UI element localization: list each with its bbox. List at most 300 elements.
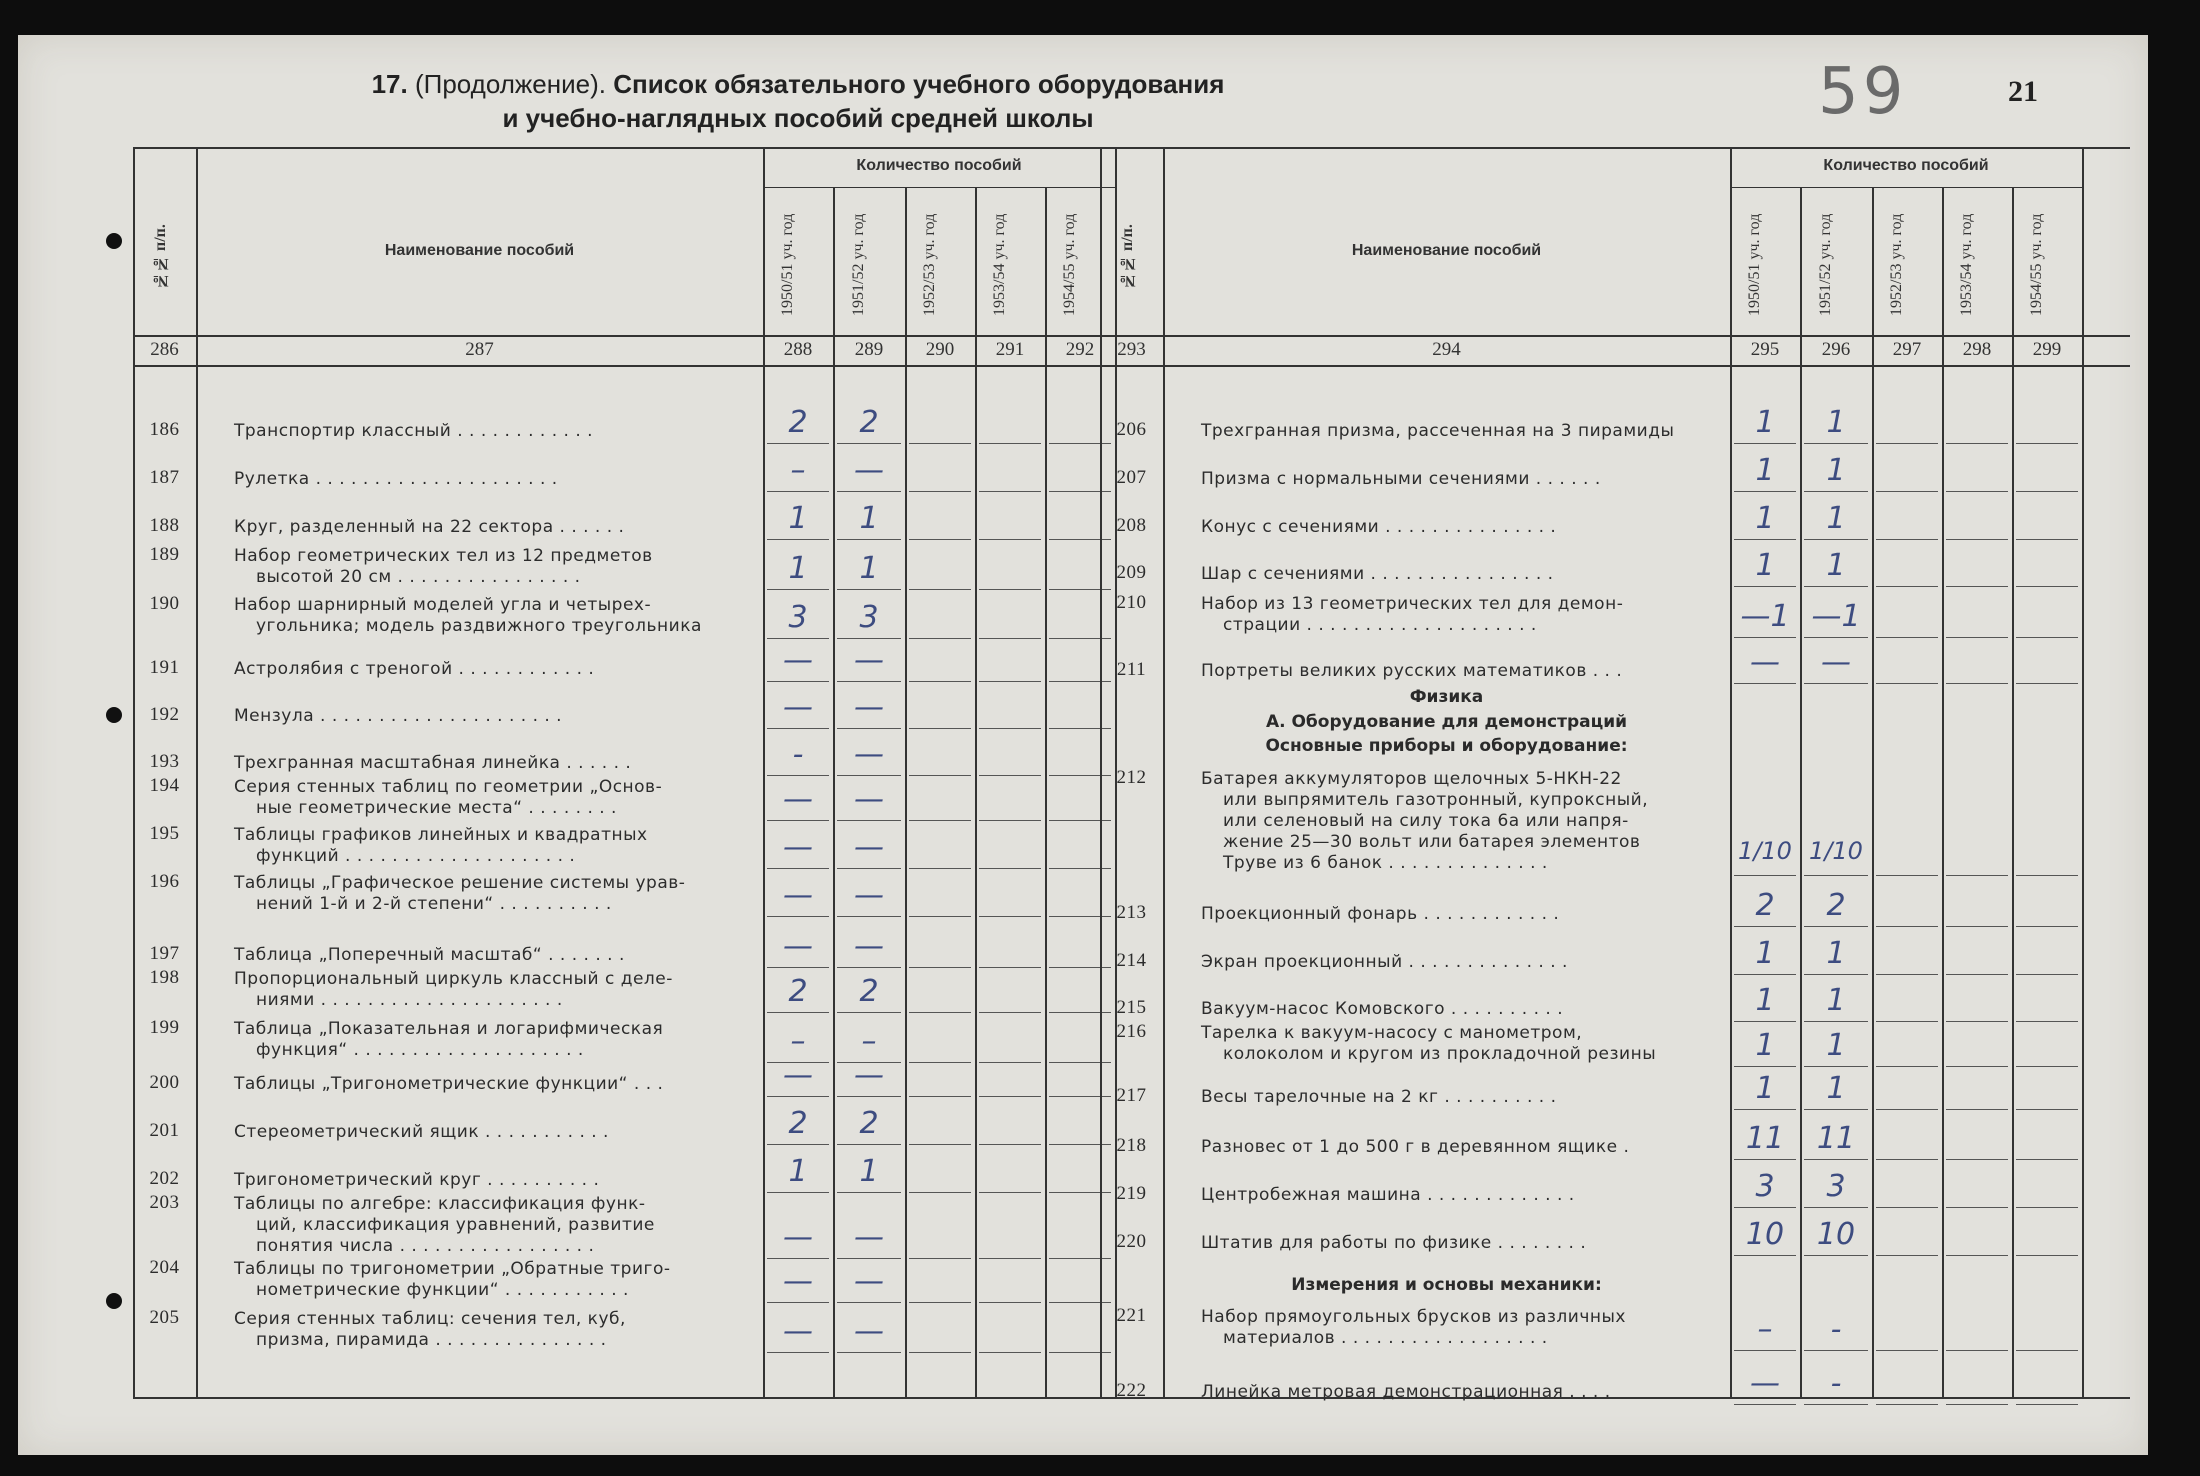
- item-name-line: Таблицы „Тригонометрические функции“ . . .: [234, 1074, 664, 1094]
- handwritten-quantity: 11: [1745, 1121, 1785, 1156]
- item-name-line: Таблицы графиков линейных и квадратных: [234, 825, 648, 845]
- item-name: [1201, 999, 1724, 1020]
- table-top-rule: [1100, 147, 2130, 149]
- handwritten-quantity: 1: [788, 1154, 808, 1189]
- column-rule: [975, 187, 977, 1397]
- name-header: Наименование пособий: [384, 242, 575, 259]
- cell-rule: [1946, 1159, 2008, 1160]
- row-number: 201: [149, 1120, 180, 1141]
- cell-rule: [837, 681, 901, 682]
- item-name: [234, 595, 757, 637]
- item-name-line: Экран проекционный . . . . . . . . . . . . . .: [1201, 952, 1568, 972]
- cell-rule: [767, 539, 829, 540]
- item-name: [234, 546, 757, 588]
- cell-rule: [2016, 539, 2078, 540]
- cell-rule: [837, 1302, 901, 1303]
- cell-rule: [837, 1192, 901, 1193]
- item-name-line: Мензула . . . . . . . . . . . . . . . . . . . . .: [234, 706, 563, 726]
- item-name-line: Линейка метровая демонстрационная . . . .: [1201, 1382, 1611, 1402]
- cell-rule: [979, 681, 1041, 682]
- handwritten-quantity: 3: [788, 600, 808, 635]
- handwritten-quantity: 1: [1826, 1071, 1846, 1106]
- cell-rule: [1804, 1109, 1868, 1110]
- handwritten-quantity: —: [783, 1314, 813, 1349]
- cell-rule: [1876, 1404, 1938, 1405]
- handwritten-quantity: —: [783, 643, 813, 678]
- cell-rule: [2016, 1109, 2078, 1110]
- year-header: 1951/52 уч. год: [1817, 213, 1834, 316]
- cell-rule: [1876, 875, 1938, 876]
- section-heading: Основные приборы и оборудование:: [1265, 736, 1628, 756]
- column-number: 290: [925, 339, 955, 360]
- cell-rule: [979, 820, 1041, 821]
- right-table: [1100, 147, 2130, 1402]
- cell-rule: [767, 491, 829, 492]
- item-name: [234, 1259, 757, 1301]
- item-name-line: Тарелка к вакуум-насосу с манометром,: [1201, 1023, 1583, 1043]
- cell-rule: [909, 775, 971, 776]
- cell-rule: [979, 868, 1041, 869]
- cell-rule: [909, 589, 971, 590]
- cell-rule: [909, 916, 971, 917]
- handwritten-quantity: 3: [1755, 1169, 1775, 1204]
- handwritten-quantity: –: [790, 1024, 806, 1059]
- cell-rule: [1734, 875, 1796, 876]
- cell-rule: [1946, 586, 2008, 587]
- handwritten-quantity: –: [861, 1024, 877, 1059]
- handwritten-quantity: 2: [859, 974, 879, 1009]
- item-name-line: жение 25—30 вольт или батарея элементов: [1223, 832, 1641, 852]
- year-header: 1952/53 уч. год: [921, 213, 938, 316]
- cell-rule: [767, 443, 829, 444]
- handwritten-quantity: –: [790, 453, 806, 488]
- cell-rule: [1876, 926, 1938, 927]
- handwritten-quantity: -: [1830, 1312, 1842, 1347]
- item-name: [234, 873, 757, 915]
- name-header: Наименование пособий: [1351, 242, 1542, 259]
- cell-rule: [1946, 443, 2008, 444]
- cell-rule: [909, 1192, 971, 1193]
- cell-rule: [979, 775, 1041, 776]
- cell-rule: [909, 1302, 971, 1303]
- item-name-line: Таблица „Поперечный масштаб“ . . . . . . .: [234, 945, 625, 965]
- cell-rule: [1946, 1207, 2008, 1208]
- cell-rule: [767, 1352, 829, 1353]
- handwritten-quantity: —: [783, 1264, 813, 1299]
- section-heading: Измерения и основы механики:: [1291, 1275, 1602, 1295]
- handwritten-quantity: 1: [1755, 548, 1775, 583]
- item-name: [234, 421, 757, 442]
- cell-rule: [1734, 926, 1796, 927]
- item-name: [234, 1074, 757, 1095]
- row-number: 194: [149, 775, 180, 796]
- handwritten-quantity: 1: [788, 551, 808, 586]
- handwritten-quantity: —1: [1811, 599, 1861, 634]
- handwritten-quantity: —: [854, 1058, 884, 1093]
- document-page: [18, 35, 2148, 1455]
- qty-header: Количество пособий: [856, 157, 1022, 174]
- handwritten-quantity: 1: [1755, 936, 1775, 971]
- row-number: 205: [149, 1307, 180, 1328]
- row-number: 214: [1116, 950, 1147, 971]
- handwritten-quantity: 2: [788, 1106, 808, 1141]
- item-name-line: Набор геометрических тел из 12 предметов: [234, 546, 653, 566]
- handwritten-quantity: 2: [1755, 888, 1775, 923]
- cell-rule: [1946, 1255, 2008, 1256]
- table-bottom-rule: [133, 1397, 1163, 1399]
- item-name: [234, 517, 757, 538]
- page-title: 17. (Продолжение). Список обязательного учебного оборудования и учебно-наглядных пособий средней школы: [371, 69, 1225, 133]
- cell-rule: [909, 443, 971, 444]
- item-name: [1201, 904, 1724, 925]
- handwritten-quantity: 10: [1745, 1217, 1785, 1252]
- handwritten-quantity: —: [854, 1220, 884, 1255]
- item-name: [234, 706, 757, 727]
- qty-header: Количество пособий: [1823, 157, 1989, 174]
- colnum-rule: [133, 365, 1163, 367]
- cell-rule: [909, 681, 971, 682]
- handwritten-quantity: 2: [859, 1106, 879, 1141]
- year-header: 1951/52 уч. год: [850, 213, 867, 316]
- handwritten-quantity: —: [1750, 1366, 1780, 1401]
- item-name: [234, 659, 757, 680]
- item-name: [234, 777, 757, 819]
- item-name-line: высотой 20 см . . . . . . . . . . . . . . . .: [256, 567, 581, 587]
- cell-rule: [979, 1062, 1041, 1063]
- handwritten-quantity: —: [1750, 645, 1780, 680]
- item-name-line: Батарея аккумуляторов щелочных 5-НКН-22: [1201, 769, 1622, 789]
- cell-rule: [2016, 974, 2078, 975]
- item-name: [1201, 517, 1724, 538]
- handwritten-quantity: 11: [1816, 1121, 1856, 1156]
- column-number: 287: [465, 339, 494, 360]
- row-number: 211: [1116, 659, 1147, 680]
- cell-rule: [767, 775, 829, 776]
- handwritten-quantity: —: [783, 1058, 813, 1093]
- handwritten-quantity: 1: [1755, 453, 1775, 488]
- cell-rule: [909, 638, 971, 639]
- cell-rule: [909, 868, 971, 869]
- handwritten-quantity: —: [783, 1220, 813, 1255]
- cell-rule: [1876, 1021, 1938, 1022]
- row-number: 198: [149, 967, 180, 988]
- cell-rule: [767, 1096, 829, 1097]
- cell-rule: [1876, 1159, 1938, 1160]
- cell-rule: [1946, 1404, 2008, 1405]
- row-number: 186: [149, 419, 180, 440]
- item-name-line: страции . . . . . . . . . . . . . . . . . . . .: [1223, 615, 1537, 635]
- handwritten-quantity: 2: [1826, 888, 1846, 923]
- handwritten-quantity: —: [783, 929, 813, 964]
- row-number: 208: [1116, 515, 1147, 536]
- handwritten-quantity: 1/10: [1738, 837, 1792, 865]
- qty-header-rule: [1730, 187, 2082, 188]
- item-name-line: Транспортир классный . . . . . . . . . . . .: [234, 421, 594, 441]
- cell-rule: [1946, 974, 2008, 975]
- cell-rule: [1734, 1066, 1796, 1067]
- cell-rule: [2016, 586, 2078, 587]
- cell-rule: [1946, 637, 2008, 638]
- row-number: 202: [149, 1168, 180, 1189]
- cell-rule: [1876, 1066, 1938, 1067]
- table-top-rule: [133, 147, 1163, 149]
- cell-rule: [909, 1096, 971, 1097]
- cell-rule: [909, 1352, 971, 1353]
- handwritten-quantity: 1: [788, 501, 808, 536]
- handwritten-quantity: 10: [1816, 1217, 1856, 1252]
- cell-rule: [2016, 1066, 2078, 1067]
- column-rule: [905, 187, 907, 1397]
- item-name: [234, 945, 757, 966]
- cell-rule: [1804, 1159, 1868, 1160]
- row-number: 220: [1116, 1231, 1147, 1252]
- cell-rule: [767, 916, 829, 917]
- row-number: 216: [1116, 1021, 1147, 1042]
- handwritten-quantity: —: [854, 453, 884, 488]
- cell-rule: [837, 1096, 901, 1097]
- row-number: 200: [149, 1072, 180, 1093]
- cell-rule: [979, 589, 1041, 590]
- cell-rule: [1876, 1255, 1938, 1256]
- cell-rule: [837, 1258, 901, 1259]
- cell-rule: [1946, 491, 2008, 492]
- handwritten-quantity: 1: [1826, 983, 1846, 1018]
- cell-rule: [1876, 1109, 1938, 1110]
- cell-rule: [1876, 637, 1938, 638]
- cell-rule: [1734, 637, 1796, 638]
- cell-rule: [1946, 539, 2008, 540]
- item-name-line: функция“ . . . . . . . . . . . . . . . . . . . .: [256, 1040, 584, 1060]
- cell-rule: [979, 728, 1041, 729]
- item-name: [234, 969, 757, 1011]
- item-name-line: Портреты великих русских математиков . . .: [1201, 661, 1623, 681]
- colnum-rule: [1100, 365, 2130, 367]
- cell-rule: [837, 539, 901, 540]
- item-name-line: Штатив для работы по физике . . . . . . . .: [1201, 1233, 1587, 1253]
- cell-rule: [979, 1012, 1041, 1013]
- row-number: 222: [1116, 1380, 1147, 1401]
- cell-rule: [1804, 637, 1868, 638]
- cell-rule: [837, 589, 901, 590]
- column-number: 296: [1821, 339, 1851, 360]
- cell-rule: [1804, 974, 1868, 975]
- item-name-line: нений 1-й и 2-й степени“ . . . . . . . . . .: [256, 894, 612, 914]
- cell-rule: [767, 1302, 829, 1303]
- row-number: 189: [149, 544, 180, 565]
- row-number: 209: [1116, 562, 1147, 583]
- cell-rule: [767, 1258, 829, 1259]
- row-number: 193: [149, 751, 180, 772]
- row-number: 217: [1116, 1085, 1147, 1106]
- handwritten-quantity: 2: [788, 405, 808, 440]
- cell-rule: [2016, 1207, 2078, 1208]
- item-name: [1201, 952, 1724, 973]
- row-number: 187: [149, 467, 180, 488]
- item-name: [1201, 1382, 1724, 1403]
- item-name: [234, 1122, 757, 1143]
- cell-rule: [767, 589, 829, 590]
- row-number: 212: [1116, 767, 1147, 788]
- cell-rule: [1734, 683, 1796, 684]
- item-name: [1201, 1137, 1724, 1158]
- cell-rule: [979, 1258, 1041, 1259]
- cell-rule: [979, 1096, 1041, 1097]
- cell-rule: [909, 967, 971, 968]
- num-header: №№ п/п.: [1119, 224, 1136, 290]
- cell-rule: [1876, 683, 1938, 684]
- row-number: 203: [149, 1192, 180, 1213]
- item-name-line: Серия стенных таблиц: сечения тел, куб,: [234, 1309, 626, 1329]
- row-number: 196: [149, 871, 180, 892]
- handwritten-quantity: —: [783, 830, 813, 865]
- handwritten-quantity: —: [854, 643, 884, 678]
- item-name-line: Трехгранная масштабная линейка . . . . . .: [234, 753, 632, 773]
- column-number: 293: [1117, 339, 1146, 360]
- column-rule: [1045, 187, 1047, 1397]
- cell-rule: [909, 1062, 971, 1063]
- cell-rule: [1734, 1207, 1796, 1208]
- handwritten-quantity: 1: [1826, 501, 1846, 536]
- column-number: 299: [2032, 339, 2062, 360]
- handwritten-quantity: —: [783, 782, 813, 817]
- item-name-line: Шар с сечениями . . . . . . . . . . . . . . . .: [1201, 564, 1554, 584]
- cell-rule: [1946, 875, 2008, 876]
- cell-rule: [837, 820, 901, 821]
- cell-rule: [979, 443, 1041, 444]
- item-name-line: Центробежная машина . . . . . . . . . . . . .: [1201, 1185, 1575, 1205]
- cell-rule: [767, 868, 829, 869]
- item-name: [1201, 594, 1724, 636]
- item-name: [1201, 661, 1724, 682]
- cell-rule: [1804, 491, 1868, 492]
- item-name-line: Таблицы по алгебре: классификация функ-: [234, 1194, 646, 1214]
- row-number: 199: [149, 1017, 180, 1038]
- cell-rule: [1804, 926, 1868, 927]
- cell-rule: [1876, 491, 1938, 492]
- cell-rule: [1734, 491, 1796, 492]
- cell-rule: [1734, 974, 1796, 975]
- item-name-line: Набор из 13 геометрических тел для демон-: [1201, 594, 1624, 614]
- row-number: 190: [149, 593, 180, 614]
- cell-rule: [837, 1012, 901, 1013]
- num-header: №№ п/п.: [152, 224, 169, 290]
- handwritten-quantity: —: [854, 830, 884, 865]
- cell-rule: [2016, 443, 2078, 444]
- cell-rule: [1946, 1350, 2008, 1351]
- item-name-line: угольника; модель раздвижного треугольника: [256, 616, 702, 636]
- item-name: [1201, 769, 1724, 874]
- binder-hole: [106, 1293, 122, 1309]
- handwritten-quantity: 1: [859, 1154, 879, 1189]
- column-rule: [1872, 187, 1874, 1397]
- cell-rule: [1804, 586, 1868, 587]
- item-name-line: Набор шарнирный моделей угла и четырех-: [234, 595, 652, 615]
- item-name-line: ций, классификация уравнений, развитие: [256, 1215, 655, 1235]
- handwritten-quantity: —: [1821, 645, 1851, 680]
- handwritten-quantity: 2: [859, 405, 879, 440]
- handwritten-quantity: 1/10: [1809, 837, 1863, 865]
- handwritten-quantity: 1: [1826, 453, 1846, 488]
- cell-rule: [767, 681, 829, 682]
- handwritten-quantity: -: [792, 737, 804, 772]
- item-name-line: нометрические функции“ . . . . . . . . . . .: [256, 1280, 629, 1300]
- cell-rule: [1804, 1350, 1868, 1351]
- item-name: [234, 1019, 757, 1061]
- item-name-line: Проекционный фонарь . . . . . . . . . . . .: [1201, 904, 1560, 924]
- item-name-line: Призма с нормальными сечениями . . . . . .: [1201, 469, 1601, 489]
- cell-rule: [767, 1192, 829, 1193]
- cell-rule: [979, 539, 1041, 540]
- row-number: 221: [1116, 1305, 1147, 1326]
- handwritten-quantity: 3: [859, 600, 879, 635]
- row-number: 188: [149, 515, 180, 536]
- item-name: [234, 1309, 757, 1351]
- item-name: [1201, 1185, 1724, 1206]
- item-name-line: Рулетка . . . . . . . . . . . . . . . . . . . . .: [234, 469, 558, 489]
- column-number: 292: [1065, 339, 1095, 360]
- cell-rule: [979, 967, 1041, 968]
- handwritten-quantity: —: [854, 737, 884, 772]
- cell-rule: [767, 967, 829, 968]
- cell-rule: [909, 1258, 971, 1259]
- item-name: [1201, 1233, 1724, 1254]
- handwritten-page-number: 59: [1818, 55, 1908, 129]
- cell-rule: [767, 820, 829, 821]
- item-name-line: ниями . . . . . . . . . . . . . . . . . . . . .: [256, 990, 563, 1010]
- item-name-line: понятия числа . . . . . . . . . . . . . . . . .: [256, 1236, 595, 1256]
- item-name: [1201, 1307, 1724, 1349]
- cell-rule: [767, 728, 829, 729]
- handwritten-quantity: 1: [859, 501, 879, 536]
- handwritten-quantity: —: [783, 690, 813, 725]
- cell-rule: [1804, 683, 1868, 684]
- cell-rule: [1804, 875, 1868, 876]
- column-rule: [2012, 187, 2014, 1397]
- item-name-line: Разновес от 1 до 500 г в деревянном ящике .: [1201, 1137, 1630, 1157]
- cell-rule: [837, 916, 901, 917]
- cell-rule: [1876, 974, 1938, 975]
- cell-rule: [1804, 1404, 1868, 1405]
- item-name: [1201, 564, 1724, 585]
- column-number: 289: [854, 339, 884, 360]
- item-name-line: Набор прямоугольных брусков из различных: [1201, 1307, 1626, 1327]
- year-header: 1953/54 уч. год: [991, 213, 1008, 316]
- handwritten-quantity: 1: [1826, 405, 1846, 440]
- handwritten-quantity: —: [783, 878, 813, 913]
- cell-rule: [1876, 539, 1938, 540]
- cell-rule: [979, 491, 1041, 492]
- cell-rule: [837, 1352, 901, 1353]
- row-number: 213: [1116, 902, 1147, 923]
- cell-rule: [1876, 1207, 1938, 1208]
- printed-page-number: 21: [2008, 75, 2038, 108]
- cell-rule: [1804, 1021, 1868, 1022]
- year-header: 1952/53 уч. год: [1888, 213, 1905, 316]
- cell-rule: [979, 1302, 1041, 1303]
- item-name-line: Таблицы „Графическое решение системы урав-: [234, 873, 686, 893]
- header-rule: [1100, 335, 2130, 337]
- cell-rule: [909, 491, 971, 492]
- item-name-line: Астролябия с треногой . . . . . . . . . . . .: [234, 659, 595, 679]
- cell-rule: [979, 916, 1041, 917]
- cell-rule: [909, 820, 971, 821]
- cell-rule: [1946, 1066, 2008, 1067]
- cell-rule: [837, 868, 901, 869]
- cell-rule: [1804, 1255, 1868, 1256]
- binder-hole: [106, 707, 122, 723]
- cell-rule: [837, 443, 901, 444]
- item-name: [1201, 421, 1724, 442]
